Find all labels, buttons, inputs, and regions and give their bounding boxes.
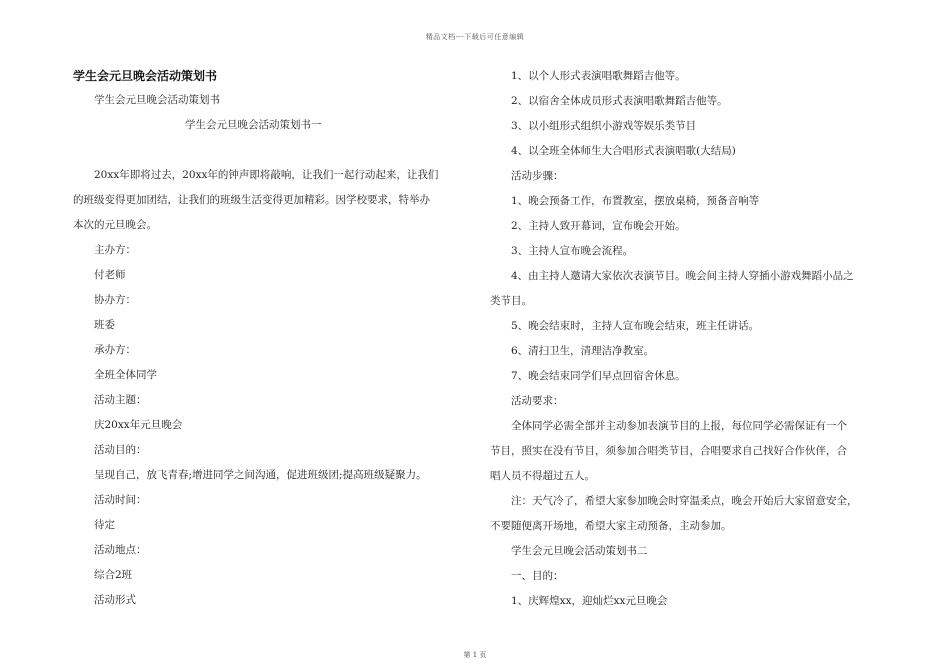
- document-title: 学生会元旦晚会活动策划书: [73, 69, 218, 83]
- page-header-watermark: 精品文档---下载后可任意编辑: [425, 33, 525, 41]
- organizer-value: 全班全体同学: [94, 369, 157, 381]
- form-item-4: 4、以全班全体师生大合唱形式表演唱歌(大结局): [511, 145, 736, 157]
- organizer-label: 承办方：: [94, 344, 136, 356]
- page-number: 第 1 页: [463, 651, 487, 659]
- purpose-value: 呈现自己，放飞青春;增进同学之间沟通，促进班级团;提高班级疑聚力。: [94, 469, 427, 481]
- right-column: [490, 64, 882, 614]
- step-3: 3、主持人宣布晚会流程。: [511, 245, 634, 257]
- step-5: 5、晚会结束时，主持人宣布晚会结束，班主任讲话。: [511, 320, 760, 332]
- document-subtitle: 学生会元旦晚会活动策划书: [94, 94, 220, 106]
- time-label: 活动时间：: [94, 494, 147, 506]
- intro-paragraph-line-2: 的班级变得更加团结，让我们的班级生活变得更加精彩。因学校要求，特举办: [73, 194, 430, 206]
- requirements-label: 活动要求：: [511, 395, 564, 407]
- cohost-label: 协办方：: [94, 294, 136, 306]
- form-label: 活动形式: [94, 594, 136, 606]
- place-value: 综合2班: [94, 569, 133, 581]
- steps-label: 活动步骤：: [511, 170, 564, 182]
- left-column: [73, 64, 463, 613]
- step-7: 7、晚会结束同学们早点回宿舍休息。: [511, 370, 686, 382]
- intro-paragraph-line-3: 本次的元旦晚会。: [73, 219, 157, 231]
- host-value: 付老师: [94, 269, 126, 281]
- intro-paragraph-line-1: 20xx年即将过去，20xx年的钟声即将敲响，让我们一起行动起来，让我们: [94, 169, 439, 181]
- form-item-1: 1、以个人形式表演唱歌舞蹈吉他等。: [511, 70, 686, 82]
- requirements-line-1: 全体同学必需全部并主动参加表演节目的上报，每位同学必需保证有一个: [511, 420, 847, 432]
- step-2: 2、主持人致开幕词，宣布晚会开始。: [511, 220, 686, 232]
- step-1: 1、晚会预备工作，布置教室，摆放桌椅，预备音响等: [511, 195, 760, 207]
- requirements-line-3: 唱人员不得超过五人。: [490, 470, 595, 482]
- cohost-value: 班委: [94, 319, 115, 331]
- section-title-plan-one: 学生会元旦晚会活动策划书一: [185, 119, 322, 131]
- time-value: 待定: [94, 519, 115, 531]
- note-line-1: 注：天气冷了，希望大家参加晚会时穿温柔点，晚会开始后大家留意安全，: [511, 495, 858, 507]
- theme-label: 活动主题：: [94, 394, 147, 406]
- theme-value: 庆20xx年元旦晚会: [94, 419, 183, 431]
- plan-two-goal-1: 1、庆辉煌xx，迎灿烂xx元旦晚会: [511, 595, 668, 607]
- note-line-2: 不要随便离开场地，希望大家主动预备，主动参加。: [490, 520, 732, 532]
- form-item-3: 3、以小组形式组织小游戏等娱乐类节目: [511, 120, 697, 132]
- plan-two-goal-label: 一、目的：: [511, 570, 564, 582]
- requirements-line-2: 节目，照实在没有节目，须参加合唱类节目，合唱要求自己找好合作伙伴，合: [490, 445, 847, 457]
- purpose-label: 活动目的：: [94, 444, 147, 456]
- blank-line: [73, 138, 463, 163]
- place-label: 活动地点：: [94, 544, 147, 556]
- step-4-line-1: 4、由主持人邀请大家依次表演节目。晚会间主持人穿插小游戏舞蹈小品之: [511, 270, 854, 282]
- step-4-line-2: 类节目。: [490, 295, 532, 307]
- step-6: 6、清扫卫生，清理洁净教室。: [511, 345, 655, 357]
- host-label: 主办方：: [94, 244, 136, 256]
- form-item-2: 2、以宿舍全体成员形式表演唱歌舞蹈吉他等。: [511, 95, 728, 107]
- section-title-plan-two: 学生会元旦晚会活动策划书二: [511, 545, 648, 557]
